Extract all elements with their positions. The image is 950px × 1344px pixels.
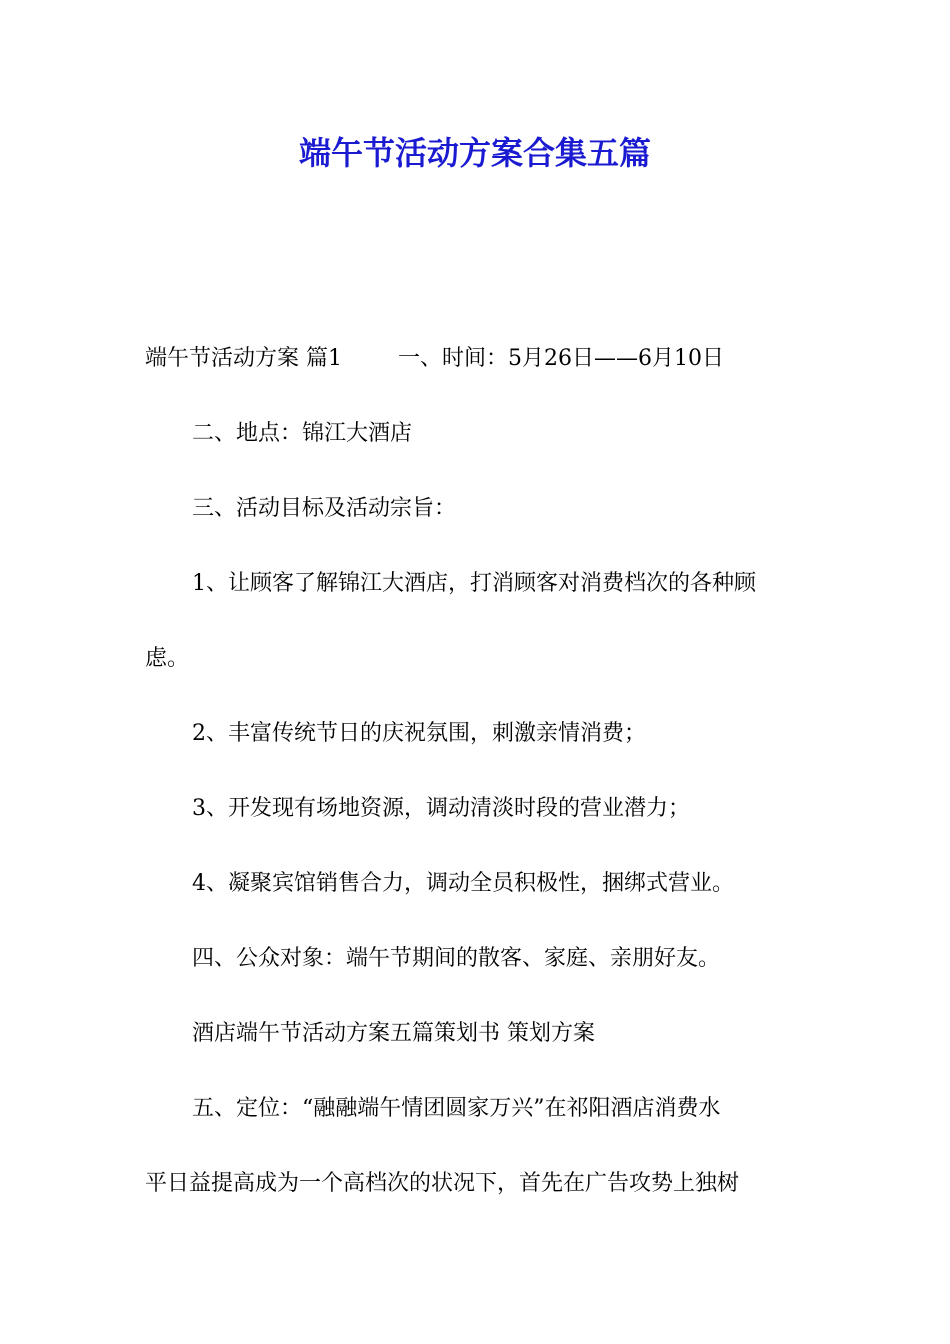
paragraph-line [145, 341, 724, 377]
paragraph-line: 四、公众对象：端午节期间的散客、家庭、亲朋好友。 [192, 946, 721, 971]
document-title: 端午节活动方案合集五篇 [298, 134, 651, 172]
paragraph-line: 二、地点：锦江大酒店 [192, 421, 413, 446]
paragraph-line: 虑。 [145, 646, 190, 671]
paragraph-line: 1、让顾客了解锦江大酒店，打消顾客对消费档次的各种顾 [192, 571, 756, 596]
paragraph-line: 酒店端午节活动方案五篇策划书 策划方案 [192, 1021, 595, 1046]
paragraph-line: 3、开发现有场地资源，调动清淡时段的营业潜力； [192, 796, 690, 821]
section-heading: 端午节活动方案 篇1 [145, 346, 342, 371]
paragraph-line: 平日益提高成为一个高档次的状况下，首先在广告攻势上独树 [145, 1171, 740, 1196]
paragraph-line: 4、凝聚宾馆销售合力，调动全员积极性，捆绑式营业。 [192, 871, 734, 896]
paragraph-line: 三、活动目标及活动宗旨： [192, 496, 457, 521]
time-line: 一、时间：5月26日——6月10日 [398, 346, 724, 371]
paragraph-line: 五、定位：“融融端午情团圆家万兴”在祁阳酒店消费水 [192, 1096, 721, 1121]
paragraph-line: 2、丰富传统节日的庆祝氛围，刺激亲情消费； [192, 721, 646, 746]
